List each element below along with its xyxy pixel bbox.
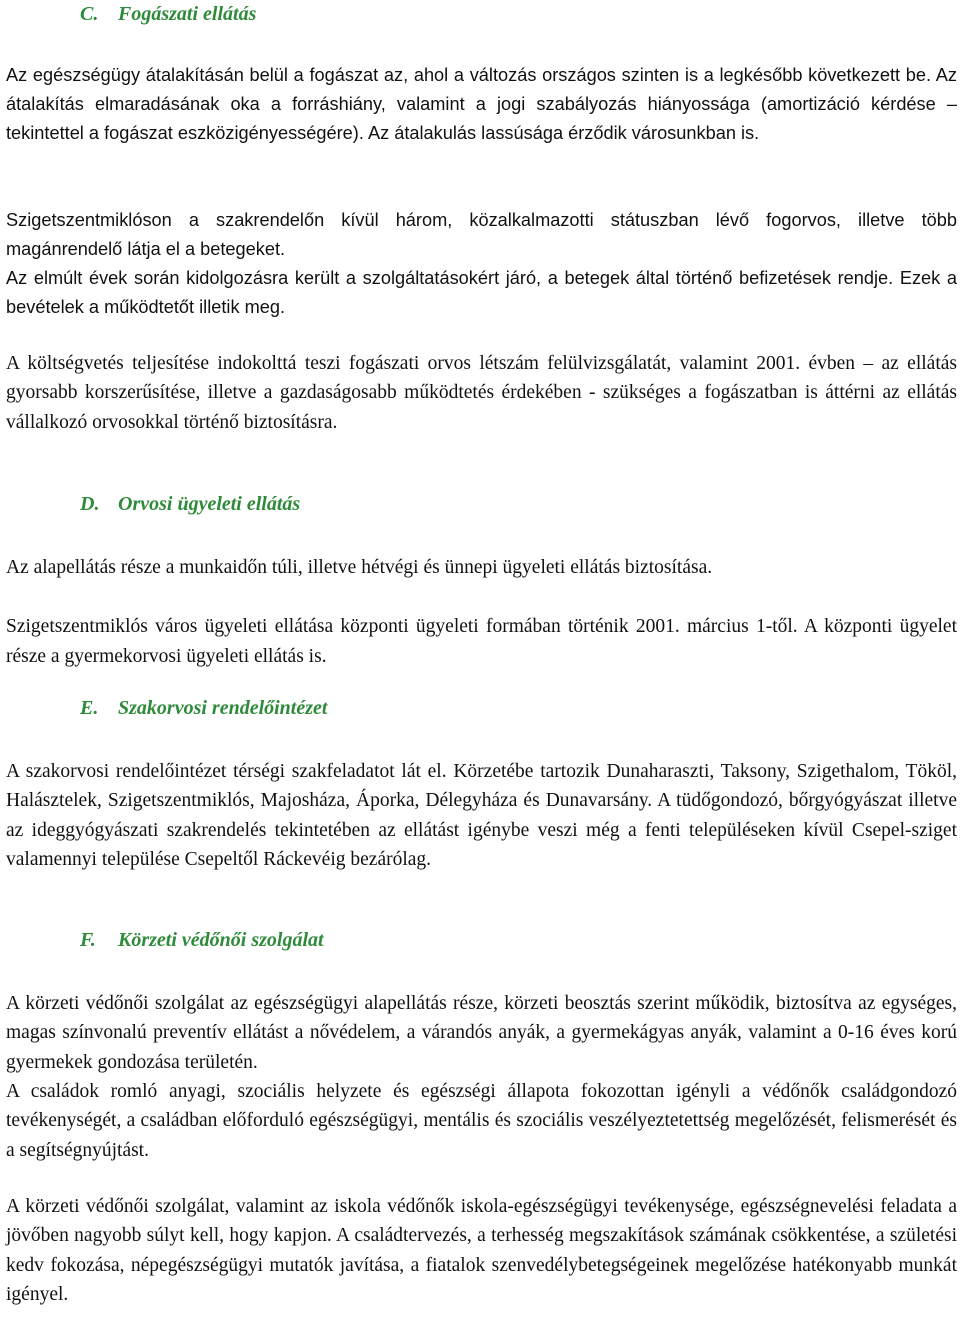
paragraph: Az egészségügy átalakításán belül a fogászat az, ahol a változás országos szinten is a legkésőbb következett be. Az átalakítás elmaradásának oka a forráshiány, valamint a jogi szabályozás hiányossága (amortizáció kérdése – tekintettel a fogászat eszközigényességére). Az átalakulás lassúsága érződik városunkban is. xyxy=(6,65,957,143)
paragraph: A körzeti védőnői szolgálat az egészségügyi alapellátás része, körzeti beosztás szerint működik, biztosítva az egységes, magas színvonalú preventív ellátást a nővédelem, a várandós anyák, a gyermekágyas anyák, valamint a 0-16 éves korú gyermekek gondozása területén. xyxy=(6,993,957,1073)
paragraph: A körzeti védőnői szolgálat, valamint az iskola védőnők iskola-egészségügyi tevékenysége, egészségnevelési feladata a jövőben nagyobb súlyt kell, hogy kapjon. A családtervezés, a terhesség megszakítások számának csökkentése, a születési kedv fokozása, népegészségügyi mutatók javítása, a fiatalok szenvedélybetegségeinek megelőzése hatékonyabb munkát igényel. xyxy=(6,1196,957,1305)
section-title: Szakorvosi rendelőintézet xyxy=(118,697,328,719)
section-heading-f xyxy=(80,926,324,954)
paragraph: Az elmúlt évek során kidolgozásra került a szolgáltatásokért járó, a betegek által történő befizetések rendje. Ezek a bevételek a működtetőt illetik meg. xyxy=(6,268,957,317)
section-letter: F. xyxy=(80,929,96,951)
paragraph: Szigetszentmiklóson a szakrendelőn kívül három, közalkalmazotti státuszban lévő fogorvos, illetve több magánrendelő látja el a betegeket. xyxy=(6,210,957,259)
paragraph: A szakorvosi rendelőintézet térségi szakfeladatot lát el. Körzetébe tartozik Dunaharaszti, Taksony, Szigethalom, Tököl, Halásztelek, Szigetszentmiklós, Majosháza, Áporka, Délegyháza és Dunavarsány. A tüdőgondozó, bőrgyógyászat illetve az ideggyógyászati szakrendelés tekintetében az ellátást igénybe veszi még a fenti településeken kívül Csepel-sziget valamennyi települése Csepeltől Ráckevéig bezárólag. xyxy=(6,761,957,870)
section-letter: C. xyxy=(80,3,99,25)
section-title: Körzeti védőnői szolgálat xyxy=(118,929,324,951)
paragraph: Az alapellátás része a munkaidőn túli, illetve hétvégi és ünnepi ügyeleti ellátás biztosítása. xyxy=(6,557,713,578)
paragraph: Szigetszentmiklós város ügyeleti ellátása központi ügyeleti formában történik 2001. március 1-től. A központi ügyelet része a gyermekorvosi ügyeleti ellátás is. xyxy=(6,616,957,667)
section-heading-c xyxy=(80,0,256,28)
section-title: Fogászati ellátás xyxy=(118,3,257,25)
section-heading-d xyxy=(80,490,300,518)
section-heading-e xyxy=(80,694,327,722)
paragraph: A családok romló anyagi, szociális helyzete és egészségi állapota fokozottan igényli a védőnők családgondozó tevékenységét, a családban előforduló egészségügyi, mentális és szociális veszélyeztetettség megelőzését, felismerését és a segítségnyújtást. xyxy=(6,1081,957,1161)
section-letter: E. xyxy=(80,697,99,719)
section-letter: D. xyxy=(80,493,100,515)
paragraph: A költségvetés teljesítése indokolttá teszi fogászati orvos létszám felülvizsgálatát, valamint 2001. évben – az ellátás gyorsabb korszerűsítése, illetve a gazdaságosabb működtetés érdekében - szükséges a fogászatban is áttérni az ellátás vállalkozó orvosokkal történő biztosításra. xyxy=(6,353,957,433)
section-title: Orvosi ügyeleti ellátás xyxy=(118,493,301,515)
